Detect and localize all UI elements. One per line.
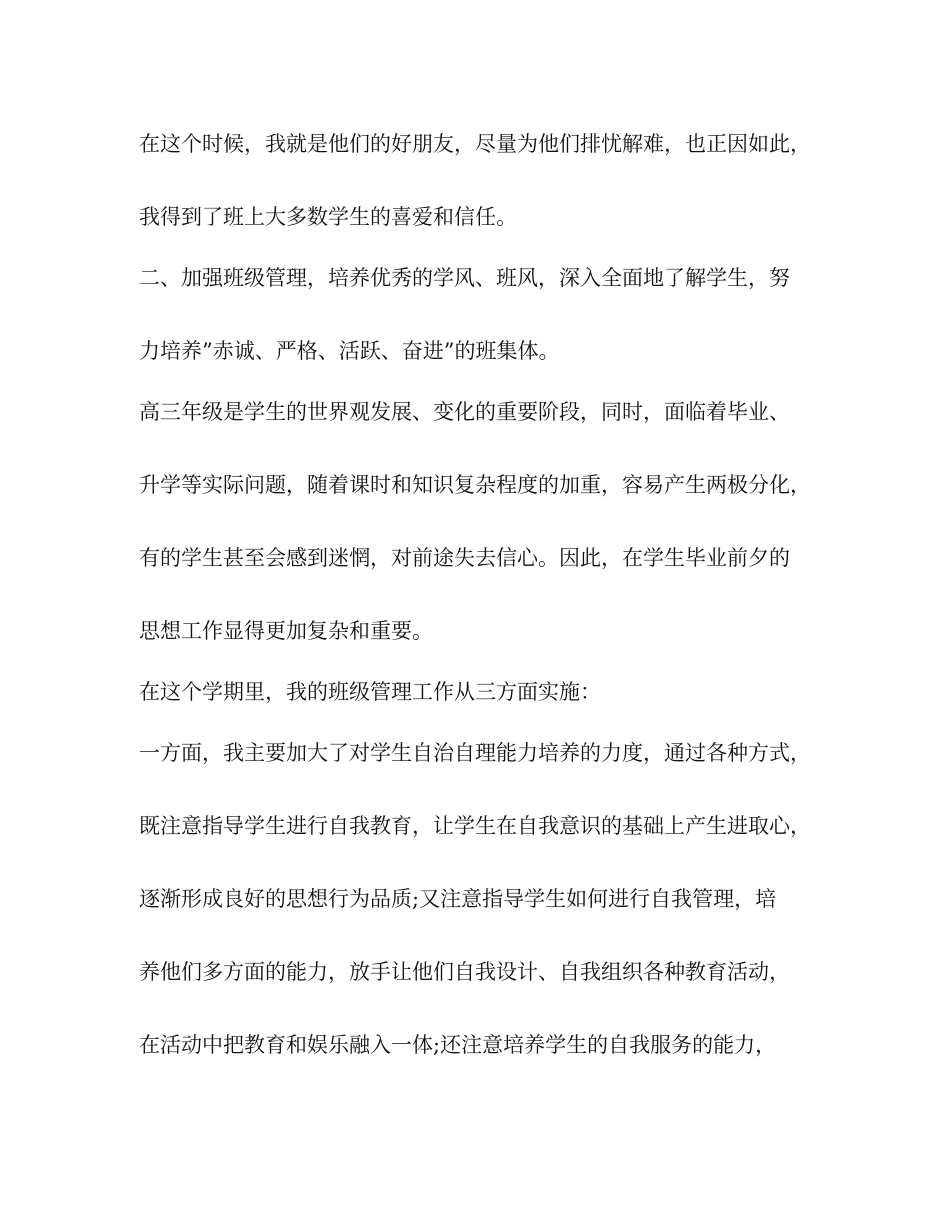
text-line: 一方面，我主要加大了对学生自治自理能力培养的力度，通过各种方式， (139, 741, 811, 765)
text-line: 既注意指导学生进行自我教育，让学生在自我意识的基础上产生进取心， (139, 814, 811, 838)
text-line: 逐渐形成良好的思想行为品质;又注意指导学生如何进行自我管理，培 (139, 887, 777, 911)
text-line: 升学等实际问题，随着课时和知识复杂程度的加重，容易产生两极分化， (139, 473, 811, 497)
text-line: 在这个学期里，我的班级管理工作从三方面实施： (139, 680, 601, 704)
text-line: 养他们多方面的能力，放手让他们自我设计、自我组织各种教育活动， (139, 960, 790, 984)
text-line: 有的学生甚至会感到迷惘，对前途失去信心。因此，在学生毕业前夕的 (139, 546, 790, 570)
text-line: 力培养”赤诚、严格、活跃、奋进”的班集体。 (139, 339, 560, 363)
text-line: 高三年级是学生的世界观发展、变化的重要阶段，同时，面临着毕业、 (139, 400, 790, 424)
text-line: 在活动中把教育和娱乐融入一体;还注意培养学生的自我服务的能力， (139, 1033, 777, 1057)
text-line: 我得到了班上大多数学生的喜爱和信任。 (139, 205, 517, 229)
text-line: 在这个时候，我就是他们的好朋友，尽量为他们排忧解难，也正因如此， (139, 132, 811, 156)
text-line: 二、加强班级管理，培养优秀的学风、班风，深入全面地了解学生，努 (139, 266, 790, 290)
text-line: 思想工作显得更加复杂和重要。 (139, 619, 433, 643)
